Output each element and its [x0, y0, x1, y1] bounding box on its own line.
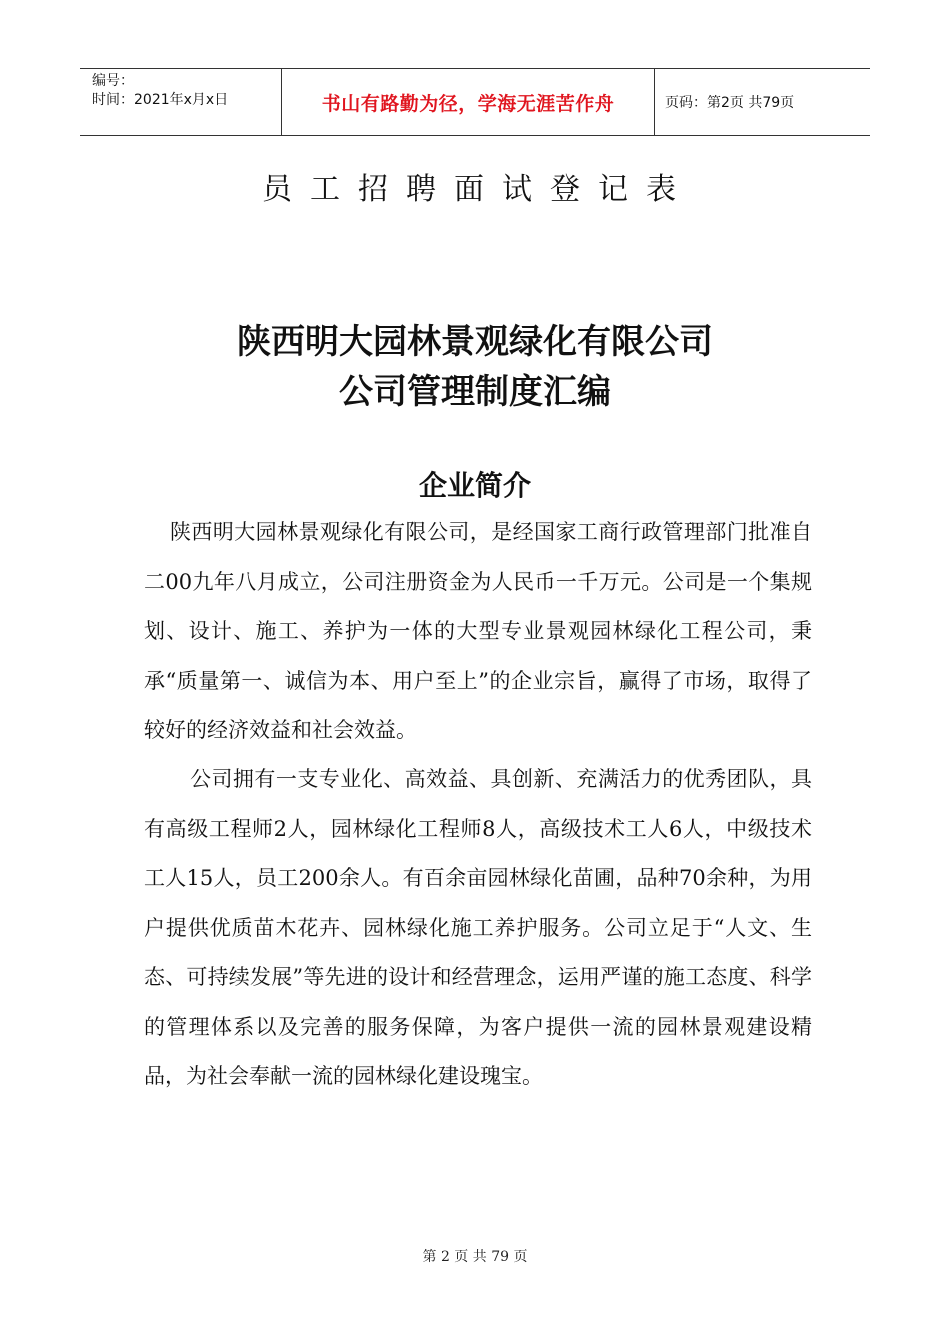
- header-page-info: [655, 69, 870, 135]
- time-label: 时间：2021年x月x日: [92, 92, 229, 108]
- motto-text: 书山有路勤为径，学海无涯苦作舟: [321, 92, 615, 115]
- code-label: 编号：: [92, 73, 134, 89]
- document-header: [80, 68, 870, 136]
- paragraph-team: 公司拥有一支专业化、高效益、具创新、充满活力的优秀团队，具有高级工程师2人，园林绿化工程师8人，高级技术工人6人，中级技术工人15人，员工200余人。有百余亩园林绿化苗圃，品种70余种，为用户提供优质苗木花卉、园林绿化施工养护服务。公司立足于“人文、生态、可持续发展”等先进的设计和经营理念，运用严谨的施工态度、科学的管理体系以及完善的服务保障，为客户提供一流的园林景观建设精品，为社会奉献一流的园林绿化建设瑰宝。: [144, 767, 812, 1088]
- paragraph-intro: 陕西明大园林景观绿化有限公司，是经国家工商行政管理部门批准自二00九年八月成立，公司注册资金为人民币一千万元。公司是一个集规划、设计、施工、养护为一体的大型专业景观园林绿化工程公司，秉承“质量第一、诚信为本、用户至上”的企业宗旨，赢得了市场，取得了较好的经济效益和社会效益。: [144, 520, 812, 742]
- header-motto: [281, 69, 655, 135]
- form-title: 员工招聘面试登记表: [262, 172, 694, 207]
- company-subtitle: 公司管理制度汇编: [339, 372, 611, 412]
- page-footer: 第 2 页 共 79 页: [422, 1249, 528, 1265]
- section-title: 企业简介: [418, 469, 531, 502]
- page-info-text: 页码：第2页 共79页: [665, 95, 795, 111]
- company-name: 陕西明大园林景观绿化有限公司: [237, 322, 713, 362]
- header-meta: [80, 69, 281, 135]
